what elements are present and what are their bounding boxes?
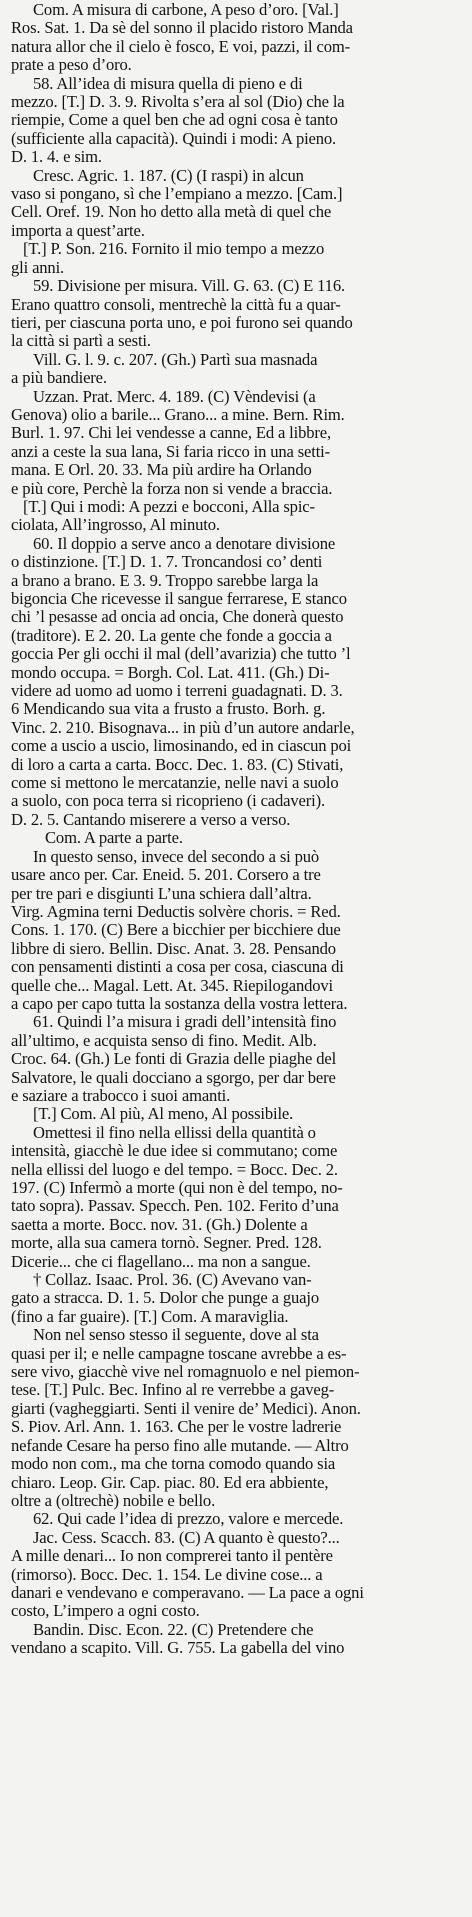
text-line: D. 1. 4. e sim. [11,148,102,167]
text-line: tese. [T.] Pulc. Bec. Infino al re verrebbe a gaveg- [11,1381,335,1400]
text-line: Cell. Oref. 19. Non ho detto alla metà di quel che [11,203,332,222]
text-line: Croc. 64. (Gh.) Le fonti di Grazia delle piaghe del [11,1050,337,1069]
text-line: (fino a far guaire). [T.] Com. A maraviglia. [11,1307,289,1326]
text-line: 197. (C) Infermò a morte (qui non è del tempo, no- [11,1179,343,1197]
text-line: tieri, per ciascuna porta uno, e poi furono sei quando [11,313,353,332]
text-line: quasi per il; e nelle campagne toscane avrebbe a es- [11,1344,347,1363]
text-line: 59. Divisione per misura. Vill. G. 63. (C) E 116. [33,277,345,296]
text-line: Jac. Cess. Scacch. 83. (C) A quanto è questo?... [33,1528,340,1547]
text-line: Bandin. Disc. Econ. 22. (C) Pretendere che [33,1620,314,1639]
text-line: A mille denari... Io non comprerei tanto il pentère [11,1547,333,1566]
text-line: con pensamenti distinti a cosa per cosa, ciascuna di [11,958,344,977]
text-line: Virg. Agmina terni Deductis solvère choris. = Red. [11,902,341,921]
text-line: Com. A misura di carbone, A peso d’oro. [Val.] [33,1,339,19]
text-line: Dicerie... che ci flagellano... ma non a sangue. [11,1252,311,1271]
text-line: 6 Mendicando sua vita a frusto a frusto. Borh. g. [11,700,326,719]
text-line: (rimorso). Bocc. Dec. 1. 154. Le divine cose... a [11,1565,323,1584]
text-line: usare anco per. Car. Eneid. 5. 201. Corsero a tre [11,866,321,885]
text-line: [T.] Com. Al più, Al meno, Al possibile. [33,1105,294,1124]
text-line: a brano a brano. E 3. 9. Troppo sarebbe larga la [11,571,319,590]
text-line: importa a quest’arte. [11,221,145,240]
text-line: di loro a carta a carta. Bocc. Dec. 1. 83. (C) Stivati, [11,755,344,774]
text-line: saetta a morte. Bocc. nov. 31. (Gh.) Dolente a [11,1215,308,1234]
text-line: quelle che... Magal. Lett. At. 345. Riepilogandovi [11,976,334,995]
text-line: a suolo, con poca terra si ricoprieno (i cadaveri). [11,792,325,811]
text-line: Vill. G. l. 9. c. 207. (Gh.) Partì sua masnada [33,350,318,369]
text-line: modo non com., ma che torna comodo quando sia [11,1455,336,1474]
text-line: intensità, giacchè le due idee si commutano; come [11,1142,338,1161]
text-line: vaso si pongano, sì che l’empiano a mezzo. [Cam.] [11,185,343,204]
text-line: Com. A parte a parte. [45,829,183,848]
text-line: danari e vendevano e comperavano. — La pace a ogni [11,1583,364,1602]
text-line: Cons. 1. 170. (C) Bere a bicchier per bicchiere due [11,921,341,940]
text-line: nella ellissi del luogo e del tempo. = Bocc. Dec. 2. [11,1160,338,1179]
text-line: morte, alla sua camera tornò. Segner. Pred. 128. [11,1234,322,1253]
text-line: 61. Quindi l’a misura i gradi dell’intensità fino [33,1013,337,1032]
text-line: libbre di siero. Bellin. Disc. Anat. 3. 28. Pensando [11,939,336,958]
text-line: vendano a scapito. Vill. G. 755. La gabella del vino [11,1639,345,1658]
text-line: mondo occupa. = Borgh. Col. Lat. 411. (Gh.) Di- [11,663,330,682]
text-line: e più core, Perchè la forza non si vende a braccia. [11,479,333,498]
text-line: a più bandiere. [11,369,107,388]
text-line: [T.] P. Son. 216. Fornito il mio tempo a mezzo [23,240,325,259]
text-line: chiaro. Leop. Gir. Cap. piac. 80. Ed era abbiente, [11,1473,329,1492]
text-line: Ros. Sat. 1. Da sè del sonno il placido ristoro Manda [11,19,353,38]
text-line: 58. All’idea di misura quella di pieno e di [33,74,303,93]
text-line: bigoncia Che ricevesse il sangue ferrarese, E stanco [11,590,347,608]
text-line: sere vivo, giacchè vive nel romagnuolo e nel piemon- [11,1363,360,1382]
text-line: gli anni. [11,258,65,277]
text-line: costo, L’impero a ogni costo. [11,1602,200,1621]
text-line: goccia Per gli occhi il mal (dell’avarizia) che tutto ’l [11,645,351,664]
text-line: ciolata, All’ingrosso, Al minuto. [11,516,220,535]
text-line: mana. E Orl. 20. 33. Ma più ardire ha Orlando [11,461,312,480]
text-line: Vinc. 2. 210. Bisognava... in più d’un autore andarle, [11,718,355,737]
text-line: natura allor che il cielo è fosco, E voi, pazzi, il com- [11,37,351,56]
text-line: Uzzan. Prat. Merc. 4. 189. (C) Vèndevisi (a [33,387,316,406]
text-line: come si mettono le mercatanzie, nelle navi a suolo [11,774,339,793]
text-line: videre ad uomo ad uomo i terreni guadagnati. D. 3. [11,682,343,701]
text-line: nefande Cesare ha perso fino alle mutande. — Altro [11,1436,349,1455]
text-line: prate a peso d’oro. [11,56,132,75]
text-line: riempie, Come a quel ben che ad ogni cosa è tanto [11,111,338,130]
text-line: Burl. 1. 97. Chi lei vendesse a canne, Ed a libbre, [11,424,331,443]
text-line: la città si partì a sesti. [11,332,151,351]
text-line: anzi a ceste la sua lana, Si faria ricco in una setti- [11,442,331,461]
text-line: [T.] Qui i modi: A pezzi e bocconi, Alla spic- [23,497,315,516]
text-line: a capo per capo tutta la sostanza della vostra lettera. [11,994,348,1013]
text-line: Salvatore, le quali docciano a sgorgo, per dar bere [11,1068,336,1087]
text-line: D. 2. 5. Cantando miserere a verso a verso. [11,810,291,829]
text-line: (traditore). E 2. 20. La gente che fonde a goccia a [11,626,332,645]
text-line: o distinzione. [T.] D. 1. 7. Troncandosi co’ denti [11,553,323,572]
text-line: chi ’l pesasse ad oncia ad oncia, Che donerà questo [11,608,344,627]
text-line: S. Piov. Arl. Ann. 1. 163. Che per le vostre ladrerie [11,1418,342,1437]
text-line: (sufficiente alla capacità). Quindi i modi: A pieno. [11,129,337,148]
text-line: In questo senso, invece del secondo a si può [33,847,320,866]
text-line: all’ultimo, e acquista senso di fino. Medit. Alb. [11,1031,317,1050]
text-line: 62. Qui cade l’idea di prezzo, valore e mercede. [33,1510,344,1529]
text-line: Genova) olio a barile... Grano... a mine. Bern. Rim. [11,405,345,424]
text-line: per tre pari e disgiunti L’una schiera dall’altra. [11,884,312,903]
text-line: Cresc. Agric. 1. 187. (C) (I raspi) in alcun [33,166,304,185]
text-line: giarti (vagheggiarti. Senti il venire de’ Medici). Anon. [11,1399,361,1418]
text-line: Erano quattro consoli, mentrechè la città fu a quar- [11,295,341,314]
text-line: e saziare a trabocco i suoi amanti. [11,1086,231,1105]
text-line: Omettesi il fino nella ellissi della quantità o [33,1123,316,1142]
text-line: † Collaz. Isaac. Prol. 36. (C) Avevano van- [33,1271,312,1290]
text-line: Non nel senso stesso il seguente, dove al sta [33,1326,319,1345]
text-line: oltre a (oltrechè) nobile e bello. [11,1491,216,1510]
text-line: gato a stracca. D. 1. 5. Dolor che punge a guajo [11,1289,319,1308]
text-line: 60. Il doppio a serve anco a denotare divisione [33,534,336,553]
text-line: come a uscio a uscio, limosinando, ed in ciascun poi [11,737,352,756]
text-line: mezzo. [T.] D. 3. 9. Rivolta s’era al sol (Dio) che la [11,93,345,112]
text-line: tato sopra). Passav. Specch. Pen. 102. Ferito d’una [11,1197,339,1216]
